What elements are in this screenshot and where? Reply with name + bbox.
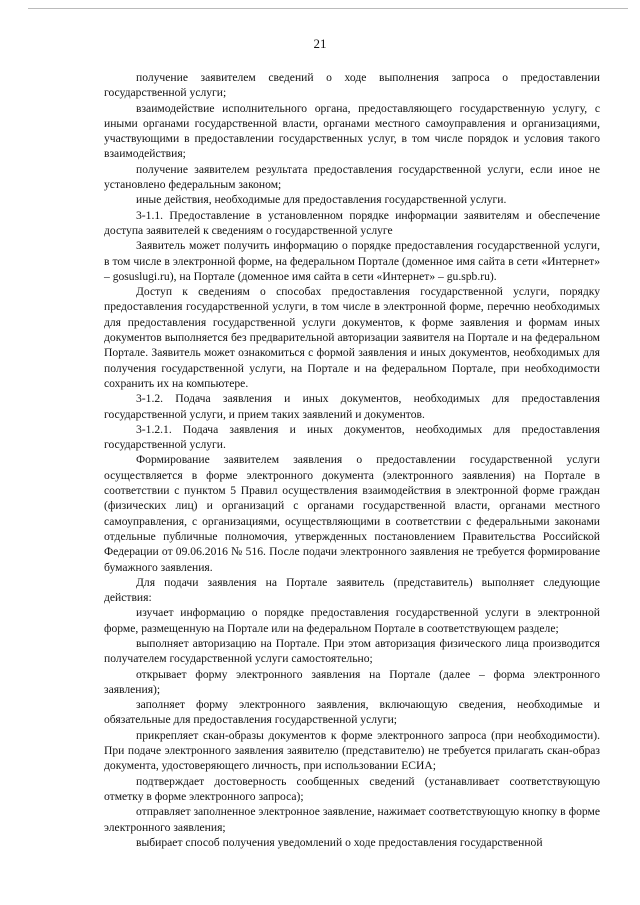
paragraph: Заявитель может получить информацию о порядке предоставления государственной услуги, в том числе в электронной форме, на федеральном Портале (доменное имя сайта в сети «Интернет» – gosuslugi.ru), на Портале (доменное имя сайта в сети «Интернет» – gu.spb.ru). (104, 239, 600, 283)
paragraph: Для подачи заявления на Портале заявитель (представитель) выполняет следующие действия: (104, 575, 600, 605)
paragraph: Формирование заявителем заявления о предоставлении государственной услуги осуществляется в форме электронного документа (электронного заявления) на Портале в соответствии с пунктом 5 Правил осуществления взаимодействия в электронной форме граждан (физических лиц) и организаций с органами государственной власти, органами местного самоуправления, с организациями, осуществляющими в соответствии с федеральными законами отдельные публичные полномочия, утвержденных постановлением Правительства Российской Федерации от 09.06.2016 № 516. После подачи электронного заявления не требуется формирование бумажного заявления. (104, 453, 600, 574)
list-item: подтверждает достоверность сообщенных сведений (устанавливает соответствующую отметку в форме электронного запроса); (104, 774, 600, 803)
document-body (104, 70, 600, 850)
paragraph: получение заявителем сведений о ходе выполнения запроса о предоставлении государственной услуги; (104, 71, 600, 100)
list-item: изучает информацию о порядке предоставления государственной услуги в электронной форме, размещенную на Портале или на федеральном Портале в соответствующем разделе; (104, 606, 600, 635)
paragraph: взаимодействие исполнительного органа, предоставляющего государственную услугу, с иными органами государственной власти, органами местного самоуправления и организациями, участвующими в предоставлении государственных услуг, в том числе порядок и условия такого взаимодействия; (104, 101, 600, 161)
section-heading: 3-1.1. Предоставление в установленном порядке информации заявителям и обеспечение доступа заявителей к сведениям о государственной услуге (104, 208, 600, 237)
list-item: выбирает способ получения уведомлений о ходе предоставления государственной (136, 835, 543, 849)
section-heading: 3-1.2.1. Подача заявления и иных документов, необходимых для предоставления государственной услуги. (104, 422, 600, 452)
section-heading: 3-1.2. Подача заявления и иных документов, необходимых для предоставления государственной услуги, и прием таких заявлений и документов. (104, 392, 600, 421)
list-item: отправляет заполненное электронное заявление, нажимает соответствующую кнопку в форме электронного заявления; (104, 805, 600, 834)
list-item: прикрепляет скан-образы документов к форме электронного запроса (при необходимости). При подаче электронного заявления заявителю (представителю) не требуется прилагать скан-образ документа, удостоверяющего личность, при использовании ЕСИА; (104, 728, 600, 773)
paragraph: получение заявителем результата предоставления государственной услуги, если иное не установлено федеральным законом; (104, 162, 600, 192)
top-rule (28, 8, 628, 9)
list-item: выполняет авторизацию на Портале. При этом авторизация физического лица производится получателем государственной услуги самостоятельно; (104, 636, 600, 666)
list-item: открывает форму электронного заявления на Портале (далее – форма электронного заявления); (104, 667, 600, 696)
list-item: заполняет форму электронного заявления, включающую сведения, необходимые и обязательные для предоставления государственной услуги; (104, 698, 600, 727)
page-number: 21 (313, 36, 327, 51)
paragraph: Доступ к сведениям о способах предоставления государственной услуги, порядку предоставления государственной услуги, в том числе в электронной форме, перечню необходимых для предоставления государственной услуги документов, к форме заявления и формам иных документов выполняется без предварительной авторизации заявителя на Портале и на федеральном Портале. Заявитель может ознакомиться с формой заявления и иных документов, необходимых для получения государственной услуги, на Портале и на федеральном Портале, при необходимости сохранить их на компьютере. (104, 285, 600, 390)
paragraph: иные действия, необходимые для предоставления государственной услуги. (136, 193, 507, 207)
